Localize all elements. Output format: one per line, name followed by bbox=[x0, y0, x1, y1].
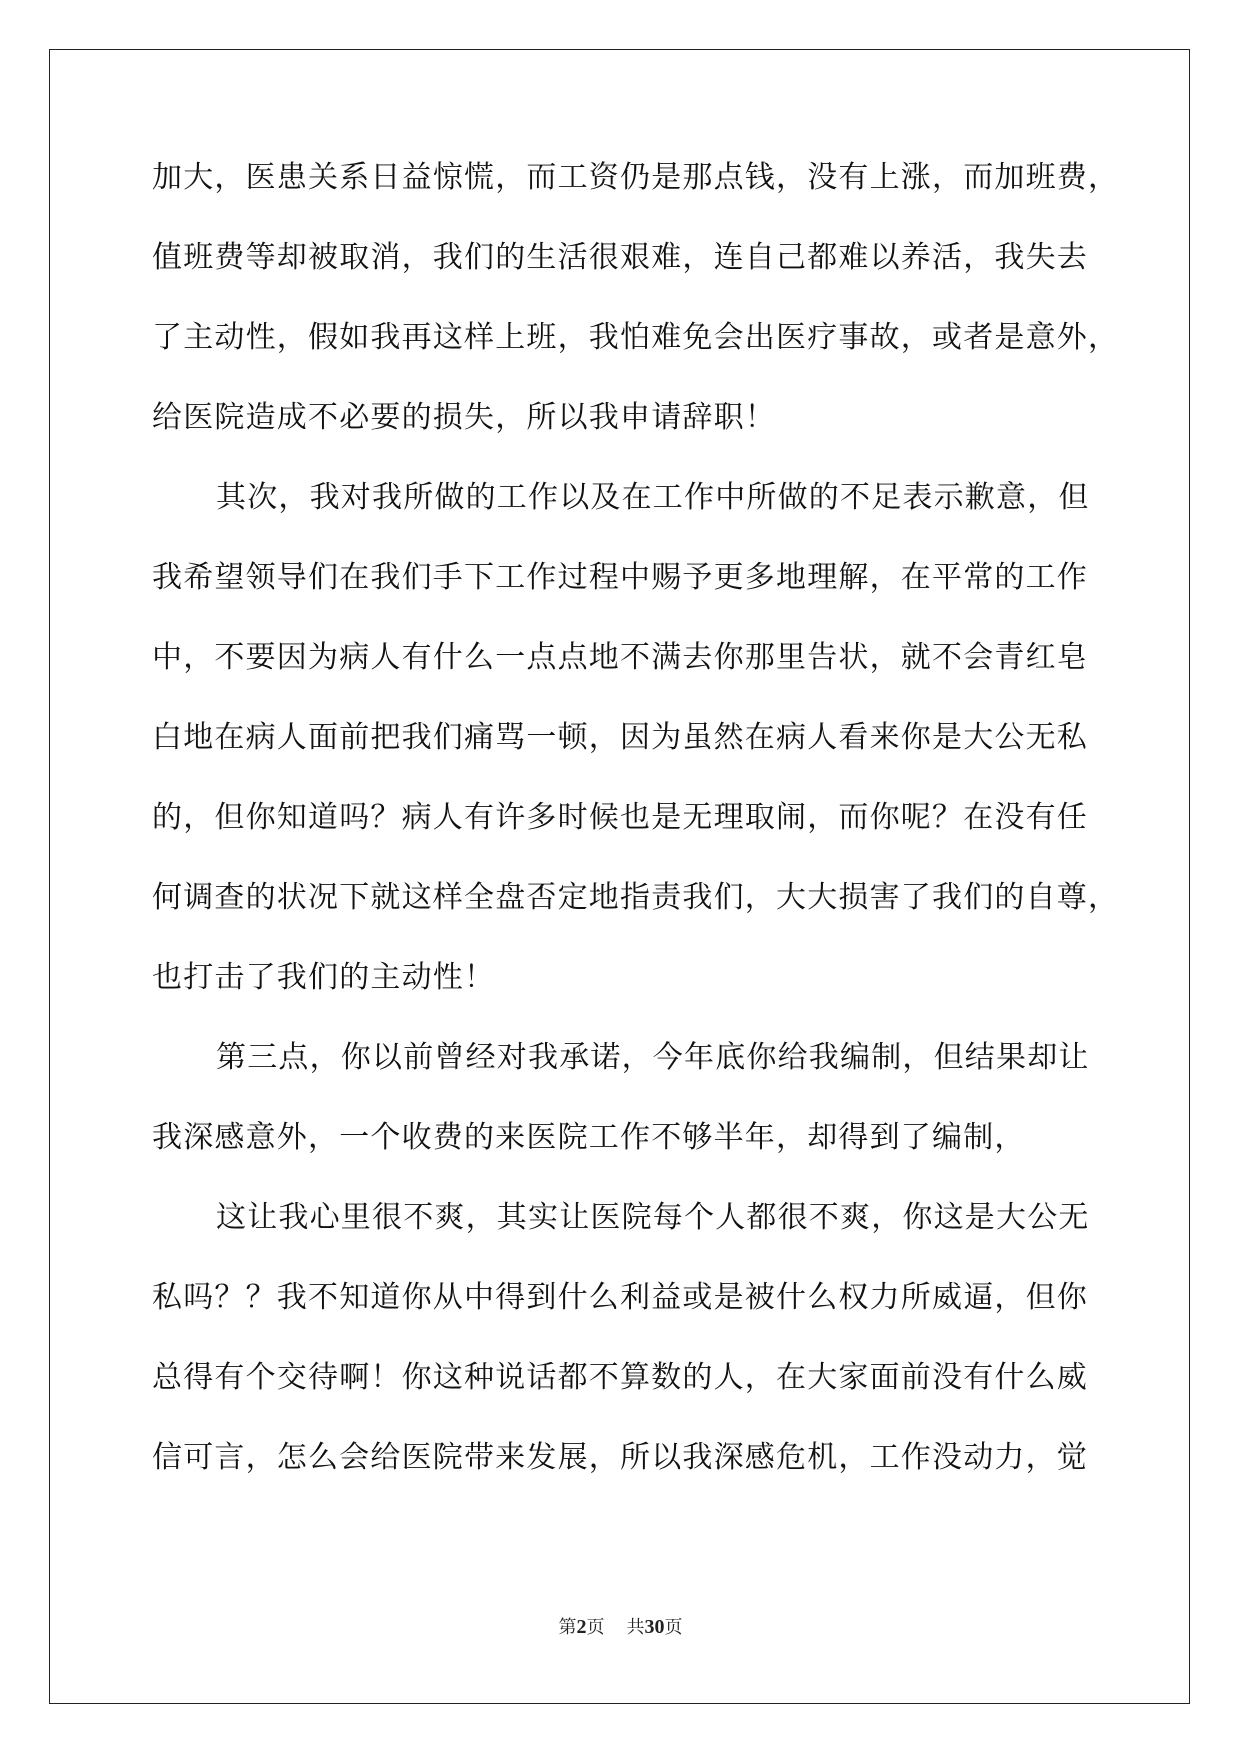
text-line: 给医院造成不必要的损失，所以我申请辞职！ bbox=[152, 400, 776, 435]
footer-page-suffix: 页 bbox=[586, 1617, 605, 1638]
total-pages: 30 bbox=[644, 1616, 665, 1638]
page-footer bbox=[0, 1616, 1241, 1639]
text-line: 加大，医患关系日益惊慌，而工资仍是那点钱，没有上涨，而加班费， bbox=[152, 160, 1120, 195]
text-line: 了主动性，假如我再这样上班，我怕难免会出医疗事故，或者是意外， bbox=[152, 320, 1120, 355]
text-line: 白地在病人面前把我们痛骂一顿，因为虽然在病人看来你是大公无私 bbox=[152, 720, 1088, 755]
footer-prefix: 第 bbox=[558, 1617, 577, 1638]
text-line: 也打击了我们的主动性！ bbox=[152, 960, 496, 995]
text-line: 我希望领导们在我们手下工作过程中赐予更多地理解，在平常的工作 bbox=[152, 560, 1088, 595]
footer-total-suffix: 页 bbox=[664, 1617, 683, 1638]
paragraph-start-line: 第三点，你以前曾经对我承诺，今年底你给我编制，但结果却让 bbox=[216, 1040, 1090, 1075]
document-body bbox=[152, 160, 1120, 1520]
text-line: 的，但你知道吗？病人有许多时候也是无理取闹，而你呢？在没有任 bbox=[152, 800, 1088, 835]
text-line: 私吗？？我不知道你从中得到什么利益或是被什么权力所威逼，但你 bbox=[152, 1280, 1088, 1315]
text-line: 何调查的状况下就这样全盘否定地指责我们，大大损害了我们的自尊， bbox=[152, 880, 1120, 915]
text-line: 总得有个交待啊！你这种说话都不算数的人，在大家面前没有什么威 bbox=[152, 1360, 1088, 1395]
paragraph-start-line: 其次，我对我所做的工作以及在工作中所做的不足表示歉意，但 bbox=[216, 480, 1090, 515]
text-line: 我深感意外，一个收费的来医院工作不够半年，却得到了编制， bbox=[152, 1120, 1026, 1155]
footer-total-prefix: 共 bbox=[626, 1617, 645, 1638]
paragraph-start-line: 这让我心里很不爽，其实让医院每个人都很不爽，你这是大公无 bbox=[216, 1200, 1090, 1235]
text-line: 值班费等却被取消，我们的生活很艰难，连自己都难以养活，我失去 bbox=[152, 240, 1088, 275]
text-line: 信可言，怎么会给医院带来发展，所以我深感危机，工作没动力，觉 bbox=[152, 1440, 1088, 1475]
page-number: 2 bbox=[576, 1616, 587, 1638]
text-line: 中，不要因为病人有什么一点点地不满去你那里告状，就不会青红皂 bbox=[152, 640, 1088, 675]
